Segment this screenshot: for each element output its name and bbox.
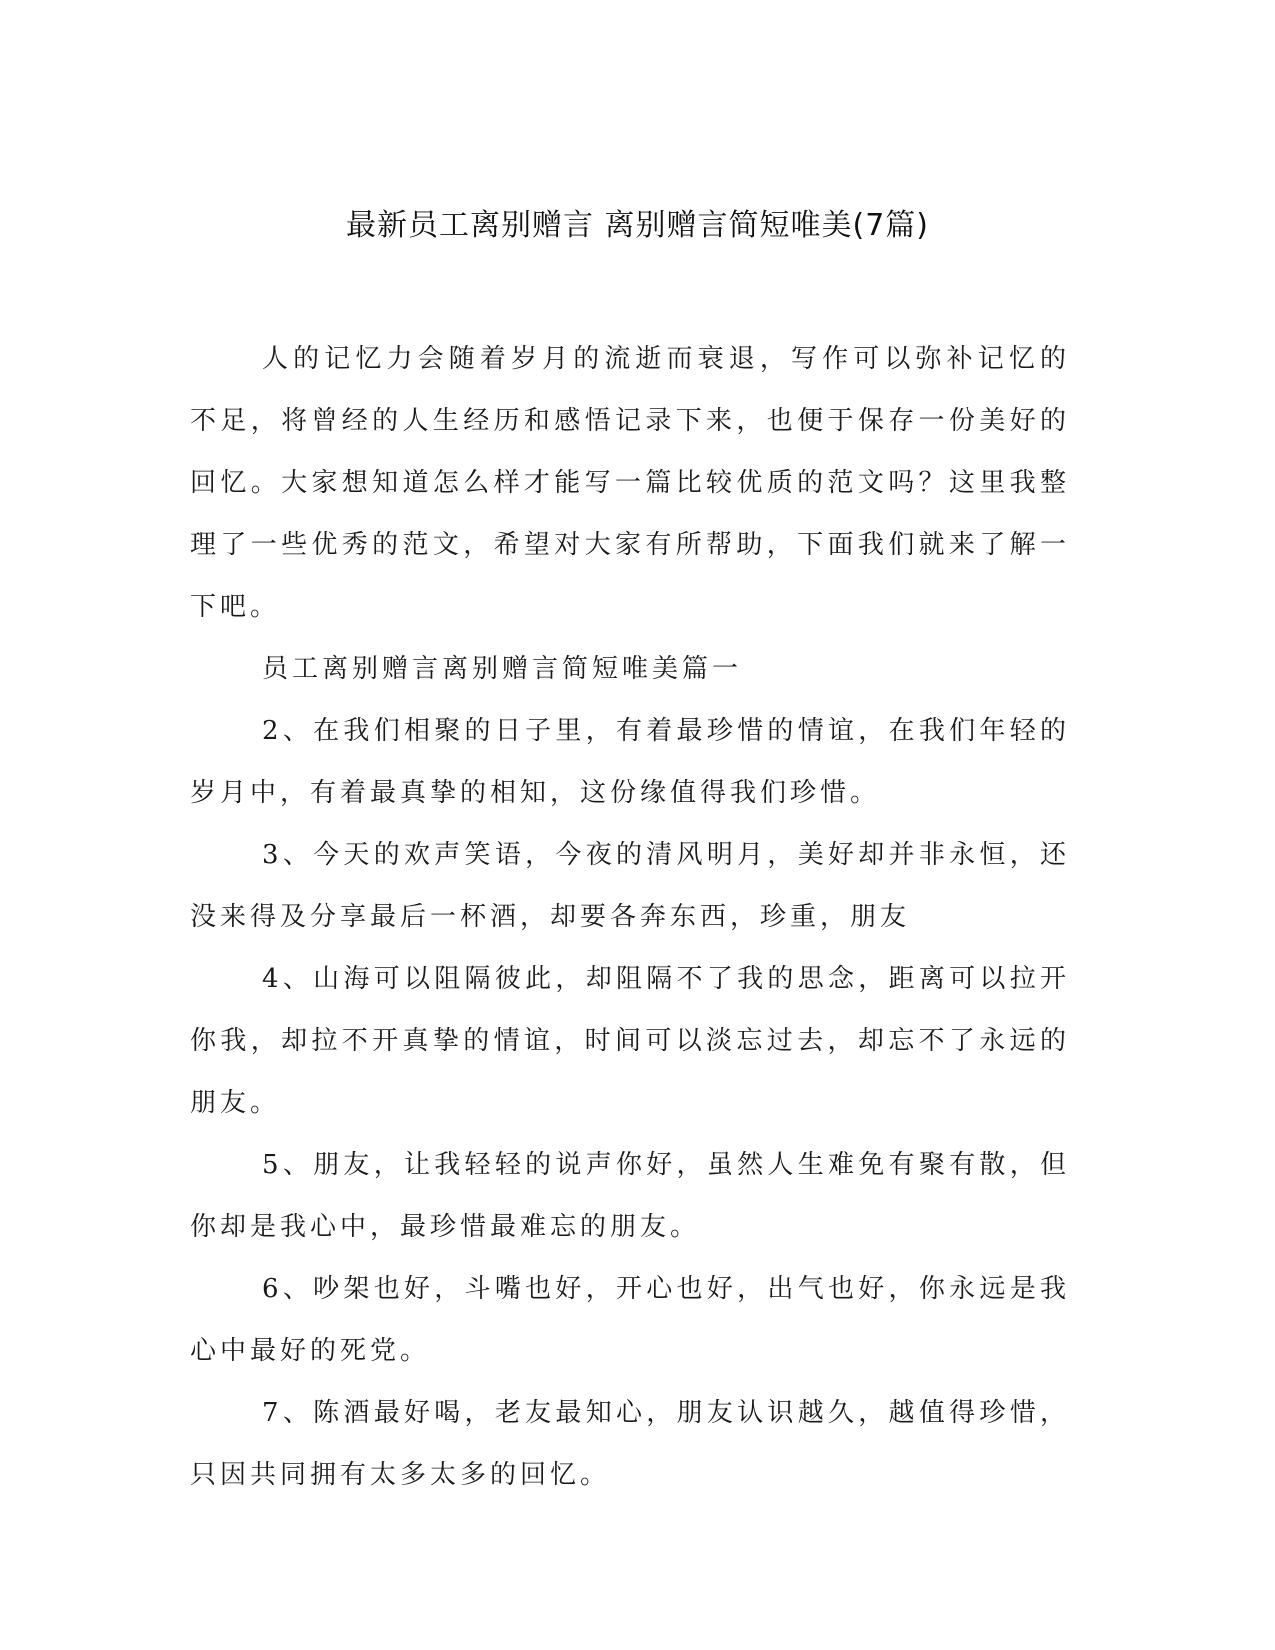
list-item: 2、在我们相聚的日子里，有着最珍惜的情谊，在我们年轻的岁月中，有着最真挚的相知，这份缘值得我们珍惜。 <box>190 716 1070 808</box>
section-heading: 员工离别赠言离别赠言简短唯美篇一 <box>262 654 743 684</box>
intro-paragraph: 人的记忆力会随着岁月的流逝而衰退，写作可以弥补记忆的不足，将曾经的人生经历和感悟记录下来，也便于保存一份美好的回忆。大家想知道怎么样才能写一篇比较优质的范文吗？这里我整理了一些优秀的范文，希望对大家有所帮助，下面我们就来了解一下吧。 <box>190 344 1070 622</box>
document-title: 最新员工离别赠言 离别赠言简短唯美(7篇) <box>345 208 930 243</box>
list-item: 3、今天的欢声笑语，今夜的清风明月，美好却并非永恒，还没来得及分享最后一杯酒，却要各奔东西，珍重，朋友 <box>190 840 1070 932</box>
list-item: 4、山海可以阻隔彼此，却阻隔不了我的思念，距离可以拉开你我，却拉不开真挚的情谊，时间可以淡忘过去，却忘不了永远的朋友。 <box>190 964 1070 1118</box>
list-item: 5、朋友，让我轻轻的说声你好，虽然人生难免有聚有散，但你却是我心中，最珍惜最难忘的朋友。 <box>190 1150 1070 1242</box>
list-item: 7、陈酒最好喝，老友最知心，朋友认识越久，越值得珍惜，只因共同拥有太多太多的回忆。 <box>190 1398 1070 1490</box>
list-item: 6、吵架也好，斗嘴也好，开心也好，出气也好，你永远是我心中最好的死党。 <box>190 1274 1070 1366</box>
document-body <box>190 328 1070 1506</box>
